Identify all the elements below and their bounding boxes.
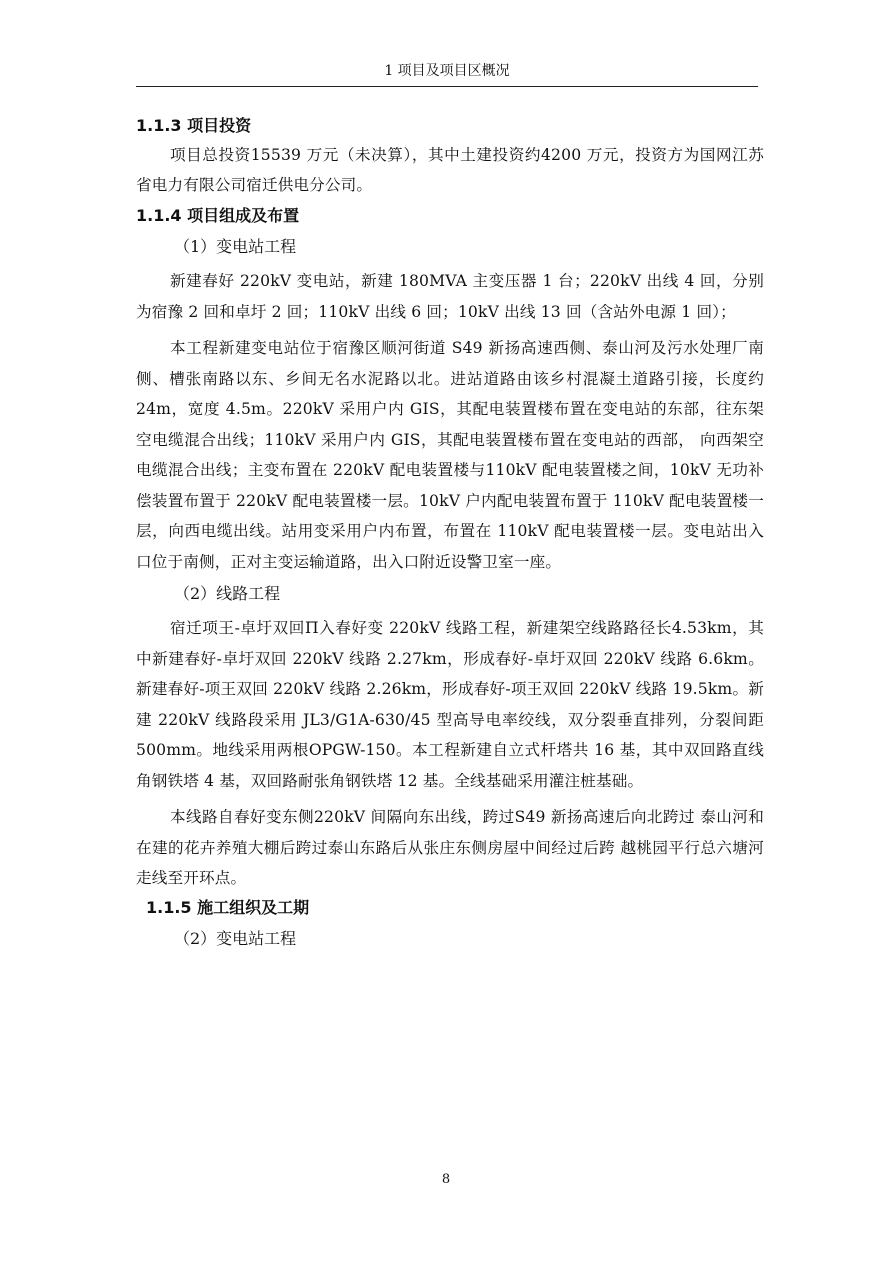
running-header: 1 项目及项目区概况 [384, 63, 510, 79]
substation-layout-paragraph: 本工程新建变电站位于宿豫区顺河街道 S49 新扬高速西侧、泰山河及污水处理厂南侧、槽张南路以东、乡间无名水泥路以北。进站道路由该乡村混凝土道路引接，长度约 24m，宽度 4.5m。220kV 采用户内 GIS，其配电装置楼布置在变电站的东部，往东架空电缆混合出线；110kV 采用户内 GIS，其配电装置楼布置在变电站的西部， 向西架空电缆混合出线；主变布置在 220kV 配电装置楼与110kV 配电装置楼之间，10kV 无功补偿装置布置于 220kV 配电装置楼一层。10kV 户内配电装置布置于 110kV 配电装置楼一层，向西电缆出线。站用变采用户内布置，布置在 110kV 配电装置楼一层。变电站出入口位于南侧，正对主变运输道路，出入口附近设警卫室一座。 [136, 339, 764, 571]
substation-scope-paragraph: 新建春好 220kV 变电站，新建 180MVA 主变压器 1 台；220kV 出线 4 回，分别为宿豫 2 回和卓圩 2 回；110kV 出线 6 回；10kV 出线 13 回（含站外电源 1 回）； [136, 272, 764, 321]
subheading-substation-construction: （2）变电站工程 [174, 928, 297, 948]
section-heading-1-1-5: 1.1.5 施工组织及工期 [146, 897, 310, 917]
subheading-line: （2）线路工程 [174, 584, 281, 603]
line-project-paragraph: 宿迁项王-卓圩双回Π入春好变 220kV 线路工程，新建架空线路路径长4.53km，其中新建春好-卓圩双回 220kV 线路 2.27km，形成春好-卓圩双回 220kV 线路 6.6km。新建春好-项王双回 220kV 线路 2.26km，形成春好-项王双回 220kV 线路 19.5km。新建 220kV 线路段采用 JL3/G1A-630/45 型高导电率绞线，双分裂垂直排列，分裂间距500mm。地线采用两根OPGW-150。本工程新建自立式杆塔共 16 基，其中双回路直线角钢铁塔 4 基，双回路耐张角钢铁塔 12 基。全线基础采用灌注桩基础。 [136, 619, 764, 790]
investment-paragraph: 项目总投资15539 万元（未决算），其中土建投资约4200 万元，投资方为国网江苏省电力有限公司宿迁供电分公司。 [136, 146, 764, 194]
subheading-substation: （1）变电站工程 [174, 237, 297, 256]
document-body [136, 112, 764, 958]
line-route-paragraph: 本线路自春好变东侧220kV 间隔向东出线，跨过S49 新扬高速后向北跨过 泰山河和在建的花卉养殖大棚后跨过泰山东路后从张庄东侧房屋中间经过后跨 越桃园平行总六塘河走线至开环点。 [136, 808, 764, 887]
header-rule [136, 86, 758, 87]
section-heading-1-1-3: 1.1.3 项目投资 [136, 116, 252, 135]
section-heading-1-1-4: 1.1.4 项目组成及布置 [136, 206, 300, 225]
page-number: 8 [441, 1172, 451, 1187]
